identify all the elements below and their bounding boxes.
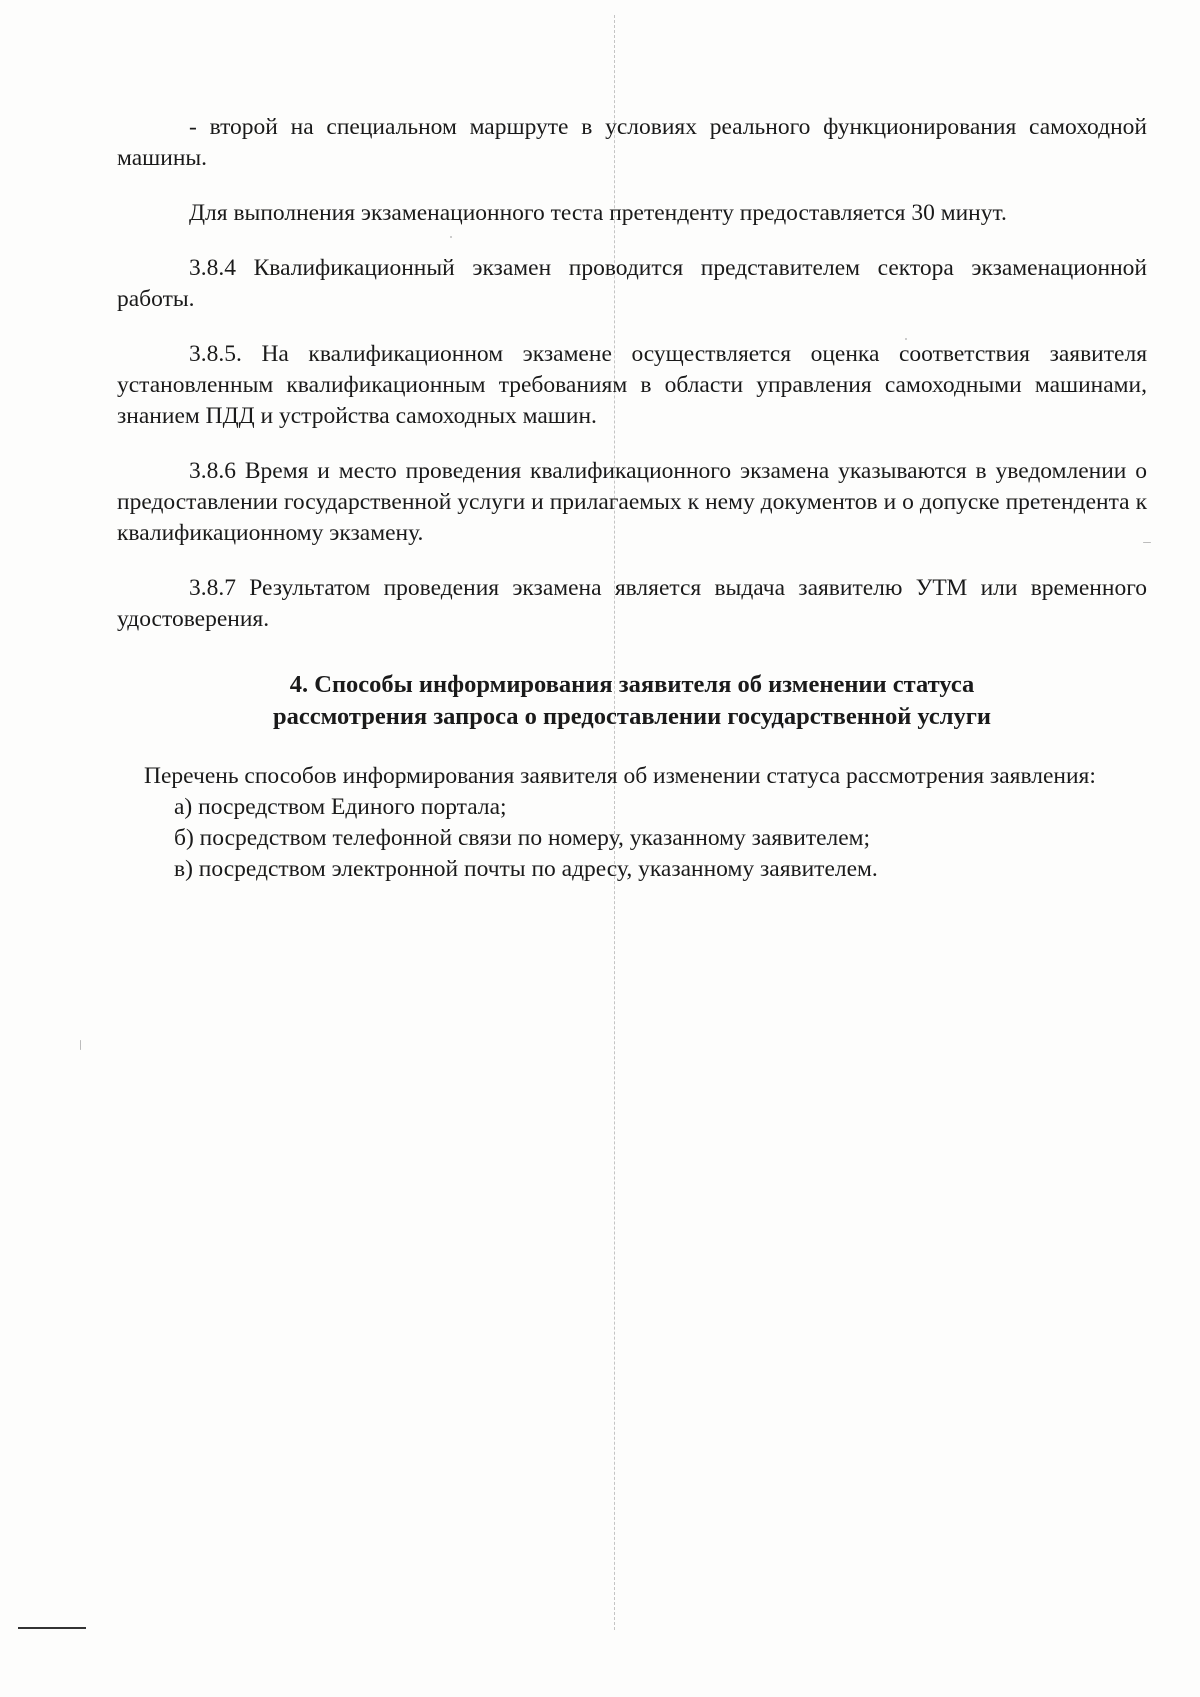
section-4-intro: Перечень способов информирования заявителя об изменении статуса рассмотрения заявления: [144,763,1096,789]
section-4-heading-line-2: рассмотрения запроса о предоставлении государственной услуги [272,703,992,730]
list-item-phone: б) посредством телефонной связи по номеру, указанному заявителем; [174,825,871,851]
paragraph-3-8-4: 3.8.4 Квалификационный экзамен проводится представителем сектора экзаменационной работы. [117,255,1147,312]
notification-methods-list [117,792,1147,885]
list-item-portal: а) посредством Единого портала; [174,794,507,820]
paragraph-3-8-6: 3.8.6 Время и место проведения квалификационного экзамена указываются в уведомлении о предоставлении государственной услуги и прилагаемых к нему документов и о допуске претендента к квалификационному экзамену. [117,458,1147,546]
list-item-email: в) посредством электронной почты по адресу, указанному заявителем. [174,856,878,882]
section-4-heading [117,669,1147,733]
paragraph-3-8-5: 3.8.5. На квалификационном экзамене осуществляется оценка соответствия заявителя установленным квалификационным требованиям в области управления самоходными машинами, знанием ПДД и устройства самоходных машин. [117,341,1147,429]
document-body [117,112,1147,885]
scan-edge-mark [18,1627,86,1629]
paragraph-test-duration: Для выполнения экзаменационного теста претенденту предоставляется 30 минут. [189,200,1007,226]
scan-speck [80,1040,81,1050]
section-4-heading-line-1: 4. Способы информирования заявителя об изменении статуса [289,671,975,698]
paragraph-second-stage: - второй на специальном маршруте в условиях реального функционирования самоходной машины. [117,114,1147,171]
paragraph-3-8-7: 3.8.7 Результатом проведения экзамена является выдача заявителю УТМ или временного удостоверения. [117,575,1147,632]
